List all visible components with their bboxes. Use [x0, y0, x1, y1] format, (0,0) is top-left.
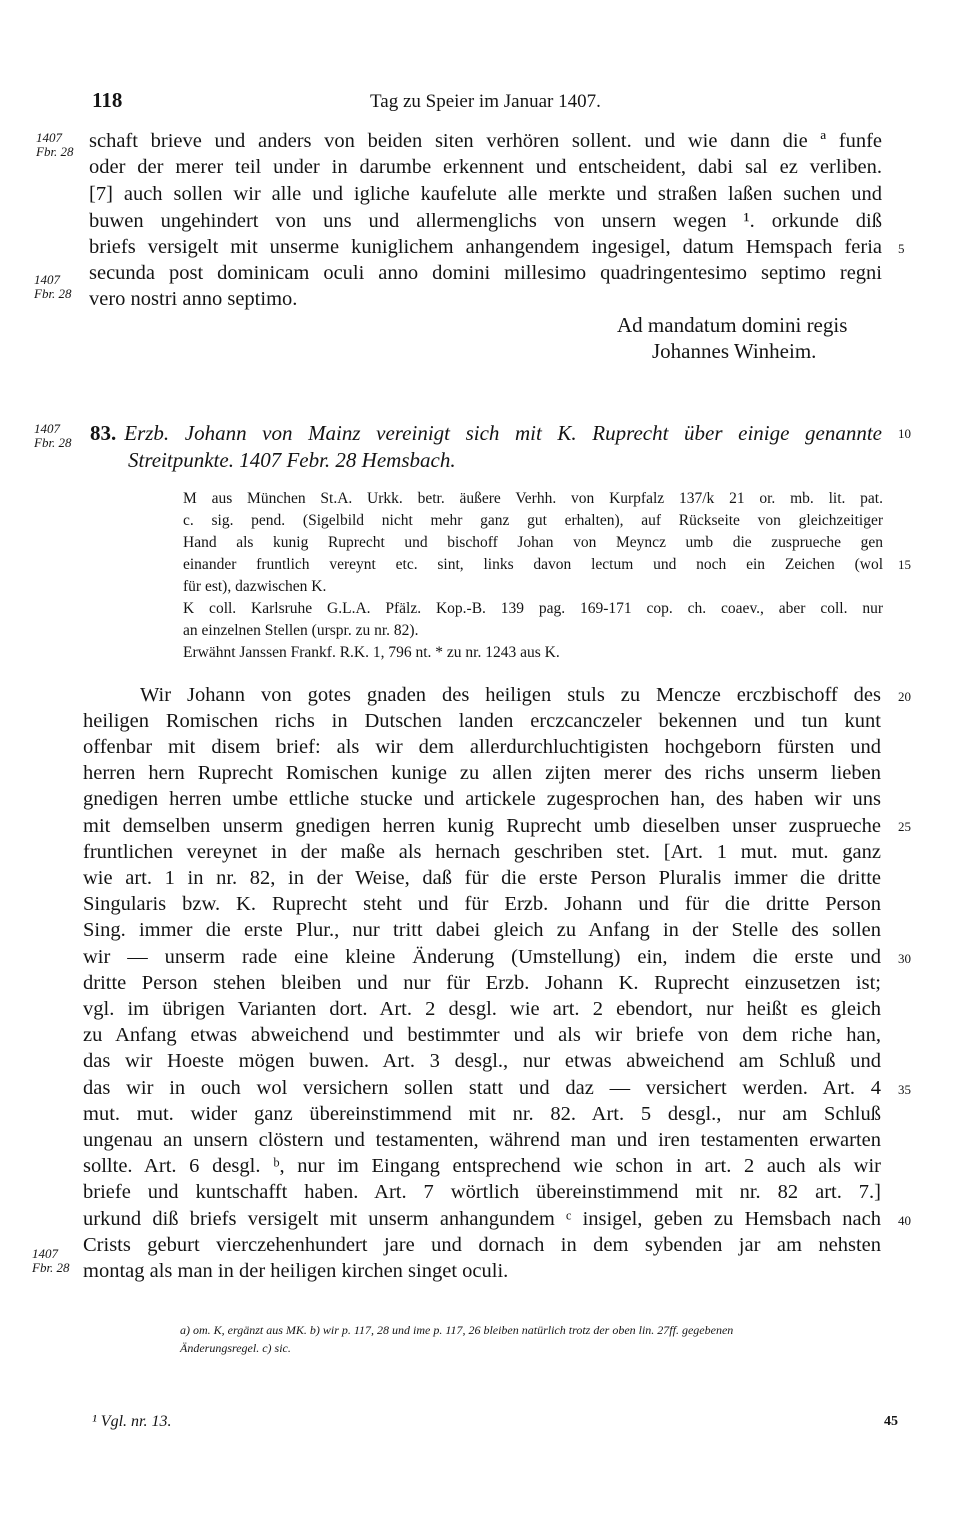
body-line: vgl. im übrigen Varianten dort. Art. 2 desgl. wie art. 2 ebendort, nur heißt es gleich — [83, 998, 881, 1020]
source-note: einander fruntlich vereynt etc. sint, links davon lectum und noch ein Zeichen (wol — [183, 556, 883, 573]
body-line: dritte Person stehen bleiben und nur für Erzb. Johann K. Ruprecht einzusetzen ist; — [83, 972, 881, 994]
footnote: ¹ Vgl. nr. 13. — [92, 1413, 172, 1430]
source-note: Erwähnt Janssen Frankf. R.K. 1, 796 nt. * zu nr. 1243 aus K. — [183, 644, 560, 661]
margin-date: 1407 Fbr. 28 — [34, 272, 72, 301]
text-line: [7] auch sollen wir alle und igliche kaufelute alle merkte und straßen laßen suchen und — [89, 183, 882, 205]
text-line: buwen ungehindert von uns und allermenglichs von unsern wegen ¹. orkunde diß — [89, 210, 882, 232]
line-number: 30 — [898, 951, 911, 966]
line-number: 35 — [898, 1082, 911, 1097]
text-line: schaft brieve und anders von beiden siten verhören sollent. und wie dann die ª funfe — [89, 130, 882, 152]
margin-date: 1407 Fbr. 28 — [34, 421, 72, 450]
body-line: das wir Hoeste mögen buwen. Art. 3 desgl., nur etwas abweichend am Schluß und — [83, 1050, 881, 1072]
body-line: sollte. Art. 6 desgl. ᵇ, nur im Eingang entsprechend wie schon in art. 2 auch als wir — [83, 1155, 881, 1177]
signature-mark: 45 — [884, 1414, 898, 1429]
body-line: gnedigen herren umbe ettliche stucke und artickele zugesprochen han, des haben wir uns — [83, 788, 881, 810]
source-note: M aus München St.A. Urkk. betr. äußere Verhh. von Kurpfalz 137/k 21 or. mb. lit. pat. — [183, 490, 883, 507]
running-header: Tag zu Speier im Januar 1407. — [370, 91, 601, 112]
line-number: 40 — [898, 1213, 911, 1228]
body-line: Singularis bzw. K. Ruprecht steht und für Erzb. Johann und für die dritte Person — [83, 893, 881, 915]
line-number: 20 — [898, 689, 911, 704]
heading-line: Erzb. Johann von Mainz vereinigt sich mit K. Ruprecht über einige genannte — [124, 421, 882, 445]
source-note: an einzelnen Stellen (urspr. zu nr. 82). — [183, 622, 419, 639]
body-line: Sing. immer die erste Plur., nur tritt dabei gleich zu Anfang in der Stelle des sollen — [83, 919, 881, 941]
body-line: mut. mut. wider ganz übereinstimmend mit nr. 82. Art. 5 desgl., nur am Schluß — [83, 1103, 881, 1125]
signature-line: Ad mandatum domini regis — [617, 313, 848, 337]
text-line: briefs versigelt mit unserme kuniglichem anhangendem ingesigel, datum Hemspach feria — [89, 236, 882, 258]
body-line: wie art. 1 in nr. 82, in der Weise, daß für die erste Person Pluralis immer die dritte — [83, 867, 881, 889]
body-line: urkund diß briefs versigelt mit unserm anhangundem ᶜ insigel, geben zu Hemsbach nach — [83, 1208, 881, 1230]
source-note: c. sig. pend. (Sigelbild nicht mehr ganz gut erhalten), auf Rückseite von gleichzeitiger — [183, 512, 883, 529]
body-line: ungenau an unsern clöstern und testamenten, während man und iren testamenten erwarten — [83, 1129, 881, 1151]
heading-line: Streitpunkte. 1407 Febr. 28 Hemsbach. — [128, 448, 456, 472]
source-note: K coll. Karlsruhe G.L.A. Pfälz. Kop.-B. 139 pag. 169-171 cop. ch. coaev., aber coll. nur — [183, 600, 883, 617]
body-line: montag als man in der heiligen kirchen singet oculi. — [83, 1260, 509, 1282]
text-line: secunda post dominicam oculi anno domini millesimo quadringentesimo septimo regni — [89, 262, 882, 284]
apparatus-note: Änderungsregel. c) sic. — [180, 1341, 291, 1355]
body-line: heiligen Romischen richs in Dutschen landen erczcanczeler bekennen und tun kunt — [83, 710, 881, 732]
apparatus-note: a) om. K, ergänzt aus MK. b) wir p. 117, 28 und ime p. 117, 26 bleiben natürlich trotz der oben lin. 27ff. gegebenen — [180, 1323, 734, 1337]
body-line: briefe und kuntschafft haben. Art. 7 wörtlich übereinstimmend mit nr. 82 art. 7.] — [83, 1181, 881, 1203]
margin-date: 1407 Fbr. 28 — [36, 130, 74, 159]
source-note: Hand als kunig Ruprecht und bischoff Johan von Meyncz umb die zusprueche gen — [183, 534, 883, 551]
body-line: Crists geburt vierczehenhundert jare und dornach in dem sybenden jar am nehsten — [83, 1234, 881, 1256]
source-note: für est), dazwischen K. — [183, 578, 327, 595]
line-number: 5 — [898, 241, 905, 256]
text-line: oder der merer teil under in darumbe erkennent und entscheident, dabi sal ez verliben. — [89, 156, 882, 178]
page-number: 118 — [92, 88, 123, 112]
body-line: fruntlichen vereynet in der maße als hernach geschriben stet. [Art. 1 mut. mut. ganz — [83, 841, 881, 863]
body-line: offenbar mit disem brief: als wir dem allerdurchluchtigisten hochgeborn fürsten und — [83, 736, 881, 758]
body-line: Wir Johann von gotes gnaden des heiligen stuls zu Mencze erczbischoff des — [140, 684, 881, 706]
signature-line: Johannes Winheim. — [652, 339, 817, 363]
body-line: mit demselben unserm gnedigen herren kunig Ruprecht umb dieselben unser zusprueche — [83, 815, 881, 837]
margin-date: 1407 Fbr. 28 — [32, 1246, 70, 1275]
text-line: vero nostri anno septimo. — [89, 288, 298, 310]
body-line: herren hern Ruprecht Romischen kunige zu allen zijten merer des richs unserm lieben — [83, 762, 881, 784]
line-number: 10 — [898, 426, 911, 441]
line-number: 15 — [898, 557, 911, 572]
line-number: 25 — [898, 819, 911, 834]
body-line: zu Anfang etwas abweichend und bestimmter und als wir briefe von dem riche han, — [83, 1024, 881, 1046]
body-line: das wir in ouch wol versichern sollen statt und daz — versichert werden. Art. 4 — [83, 1077, 881, 1099]
document-heading — [90, 420, 882, 474]
body-line: wir — unserm rade eine kleine Änderung (Umstellung) ein, indem die erste und — [83, 946, 881, 968]
document-number: 83. — [90, 421, 117, 445]
